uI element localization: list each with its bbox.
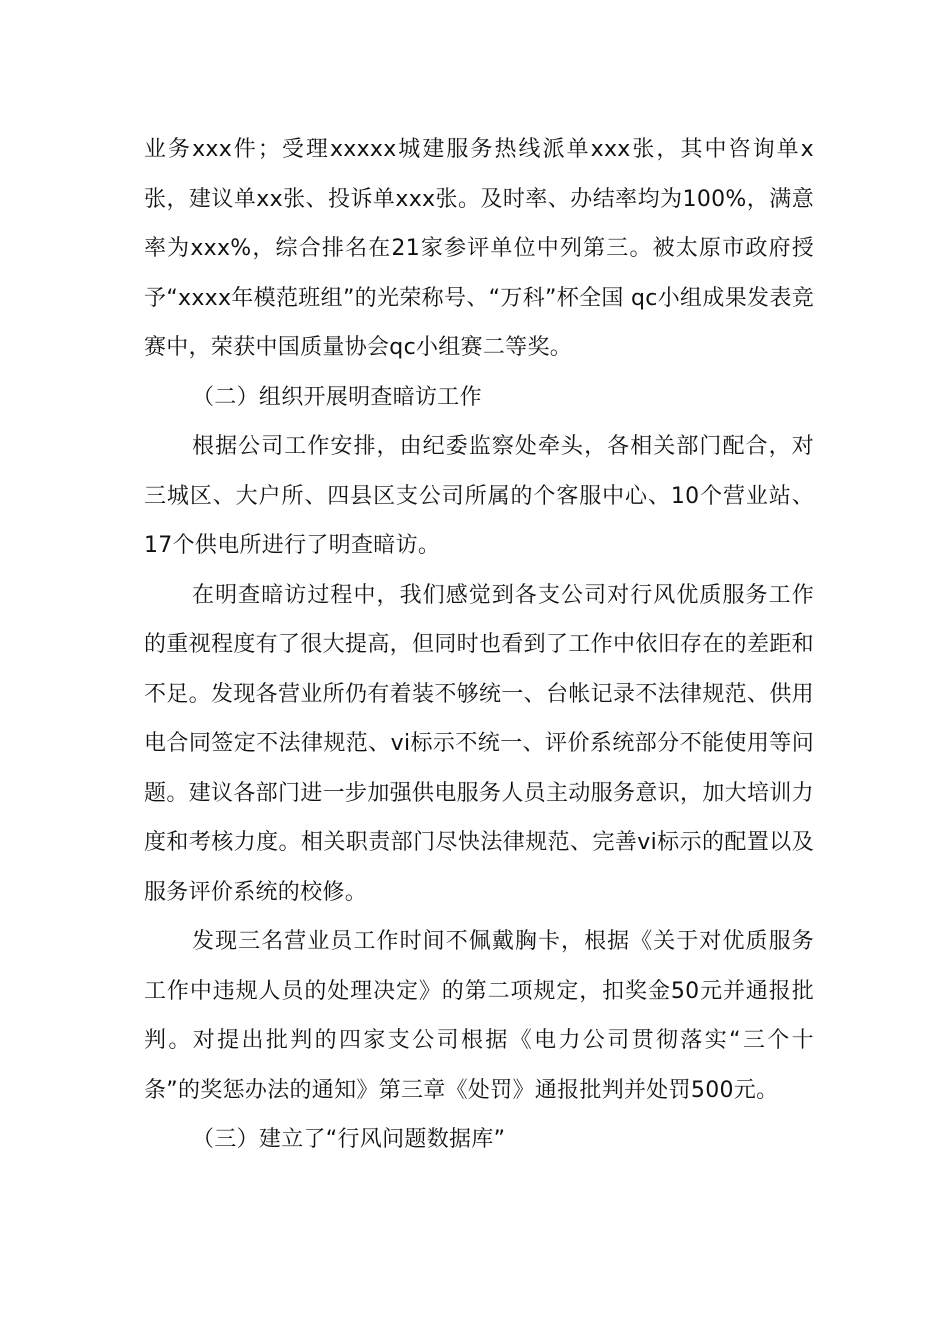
- section-heading-2: （二）组织开展明查暗访工作: [192, 384, 482, 410]
- section-heading-3: （三）建立了“行风问题数据库”: [192, 1127, 506, 1152]
- document-page: [144, 125, 814, 1165]
- paragraph-continuation: 业务xxx件；受理xxxxx城建服务热线派单xxx张，其中咨询单x张，建议单xx张、投诉单xxx张。及时率、办结率均为100%，满意率为xxx%，综合排名在21家参评单位中列第三。被太原市政府授予“xxxx年模范班组”的光荣称号、“万科”杯全国 qc小组成果发表竞赛中，荣获中国质量协会qc小组赛二等奖。: [144, 137, 814, 360]
- paragraph-body-1: 根据公司工作安排，由纪委监察处牵头，各相关部门配合，对三城区、大户所、四县区支公司所属的个客服中心、10个营业站、17个供电所进行了明查暗访。: [144, 434, 814, 558]
- paragraph-body-2: 在明查暗访过程中，我们感觉到各支公司对行风优质服务工作的重视程度有了很大提高，但同时也看到了工作中依旧存在的差距和不足。发现各营业所仍有着装不够统一、台帐记录不法律规范、供用电合同签定不法律规范、vi标示不统一、评价系统部分不能使用等问题。建议各部门进一步加强供电服务人员主动服务意识，加大培训力度和考核力度。相关职责部门尽快法律规范、完善vi标示的配置以及服务评价系统的校修。: [144, 582, 814, 905]
- paragraph-body-3: 发现三名营业员工作时间不佩戴胸卡，根据《关于对优质服务工作中违规人员的处理决定》的第二项规定，扣奖金50元并通报批判。对提出批判的四家支公司根据《电力公司贯彻落实“三个十条”的奖惩办法的通知》第三章《处罚》通报批判并处罚500元。: [144, 929, 814, 1103]
